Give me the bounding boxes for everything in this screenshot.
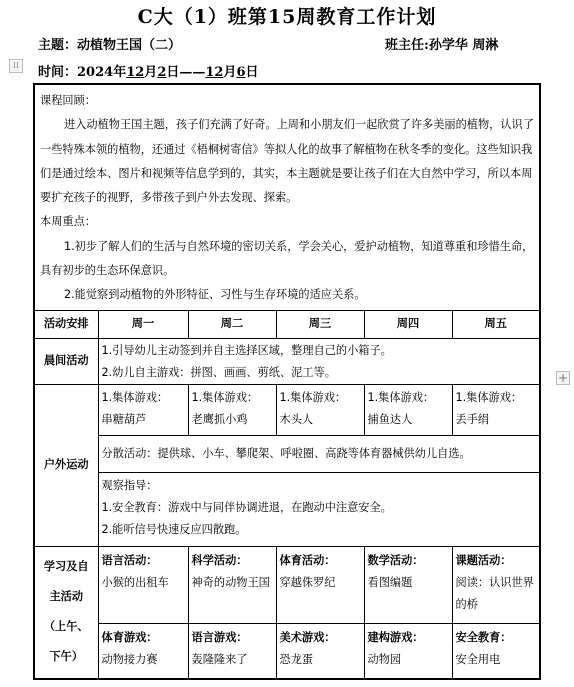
- scattered-row: [34, 435, 540, 472]
- time-label: 时间：: [38, 65, 78, 80]
- study-title: 美术游戏：: [279, 630, 336, 644]
- theme-line: [38, 34, 181, 53]
- focus-item-2: 2.能觉察到动植物的外形特征、习性与生存环境的适应关系。: [64, 288, 366, 302]
- group-game-title: 1.集体游戏：: [279, 390, 347, 404]
- study-title: 安全教育：: [455, 630, 512, 644]
- end-day: 6: [236, 65, 246, 80]
- study-content: 动物园: [367, 652, 402, 666]
- study-title: 课题活动：: [455, 553, 512, 567]
- group-game-name: 木头人: [279, 412, 314, 426]
- start-day: 2: [157, 65, 167, 80]
- study-fri-1: [452, 546, 540, 623]
- group-game-title: 1.集体游戏：: [101, 390, 169, 404]
- header-tuesday: 周二: [188, 310, 276, 338]
- study-label-line-4: 下午）: [49, 650, 84, 664]
- observe-item-2: 2.能听信号快速反应四散跑。: [101, 522, 247, 536]
- study-content: 神奇的动物王国: [191, 575, 270, 589]
- month-char: 月: [144, 65, 158, 80]
- theme-label: 主题：: [38, 38, 78, 53]
- study-thu-2: [364, 623, 452, 679]
- group-game-fri: [452, 384, 540, 435]
- study-mon-1: [98, 546, 188, 623]
- group-game-name: 捕鱼达人: [367, 412, 413, 426]
- group-game-title: 1.集体游戏：: [191, 390, 259, 404]
- teacher-line: [385, 34, 498, 53]
- header-thursday: 周四: [364, 310, 452, 338]
- study-content: 阅读：认识世界的桥: [455, 575, 534, 611]
- focus-item-1: 1.初步了解人们的生活与自然环境的密切关系，学会关心，爱护动植物，知道尊重和珍惜生命，具有初步的生态环保意识。: [40, 239, 534, 278]
- review-heading: 课程回顾：: [40, 94, 96, 107]
- day-char-2: 日: [245, 65, 259, 80]
- month-char-2: 月: [223, 65, 237, 80]
- study-content: 穿越侏罗纪: [279, 575, 336, 589]
- study-wed-1: [276, 546, 364, 623]
- review-cell: [34, 84, 540, 310]
- study-fri-2: [452, 623, 540, 679]
- group-game-title: 1.集体游戏：: [367, 390, 435, 404]
- header-monday: 周一: [98, 310, 188, 338]
- study-content: 轰隆隆来了: [191, 652, 248, 666]
- plan-table: [33, 83, 541, 680]
- teacher-label: 班主任:: [385, 38, 429, 53]
- study-thu-1: [364, 546, 452, 623]
- study-content: 小猴的出租车: [101, 575, 169, 589]
- study-content: 看图编题: [367, 575, 413, 589]
- scattered-cell: 分散活动：提供球、小车、攀爬架、呼啦圈、高跷等体育器械供幼儿自选。: [98, 435, 540, 472]
- study-label-line-3: （上午、: [43, 620, 89, 634]
- teacher-value: 孙学华 周淋: [428, 38, 499, 53]
- study-label-line-2: 主活动: [49, 590, 84, 604]
- study-title: 建构游戏：: [367, 630, 424, 644]
- observe-row: [34, 472, 540, 546]
- group-game-thu: [364, 384, 452, 435]
- add-row-icon[interactable]: +: [557, 371, 569, 385]
- study-row-1: [34, 546, 540, 623]
- observe-title: 观察指导：: [101, 478, 158, 492]
- morning-cell: [98, 338, 540, 384]
- morning-item-1: 1.引导幼儿主动签到并自主选择区域，整理自己的小箱子。: [101, 343, 392, 357]
- start-month: 12: [126, 65, 145, 80]
- review-paragraph: 进入动植物王国主题，孩子们充满了好奇。上周和小朋友们一起欣赏了许多美丽的植物，认识了一些特殊本领的植物，还通过《梧桐树寄信》等拟人化的故事了解植物在秋冬季的变化。这些知识我们是通过绘本、图片和视频等信息学到的，其实，本主题就是要让孩子们在大自然中学习，所以本周要扩充孩子的视野，多带孩子到户外去发现、探索。: [40, 118, 534, 205]
- focus-heading: 本周重点：: [40, 215, 96, 229]
- theme-value: 动植物王国（二）: [77, 38, 182, 53]
- move-handle-icon[interactable]: ⁞⁞: [9, 59, 23, 73]
- group-game-title: 1.集体游戏：: [455, 390, 523, 404]
- study-title: 体育活动：: [279, 553, 336, 567]
- group-game-name: 串糖葫芦: [101, 412, 147, 426]
- study-title: 科学活动：: [191, 553, 248, 567]
- morning-item-2: 2.幼儿自主游戏：拼图、画画、剪纸、泥工等。: [101, 365, 336, 379]
- study-title: 数学活动：: [367, 553, 424, 567]
- observe-cell: [98, 472, 540, 546]
- study-title: 语言活动：: [101, 553, 158, 567]
- header-activity: 活动安排: [34, 310, 98, 338]
- study-label-line-1: 学习及自: [43, 560, 89, 574]
- header-wednesday: 周三: [276, 310, 364, 338]
- group-game-name: 老鹰抓小鸡: [191, 412, 248, 426]
- study-title: 语言游戏：: [191, 630, 248, 644]
- study-row-2: [34, 623, 540, 679]
- day-dash: 日——: [166, 65, 206, 80]
- study-mon-2: [98, 623, 188, 679]
- header-friday: 周五: [452, 310, 540, 338]
- group-game-wed: [276, 384, 364, 435]
- review-row: [34, 84, 540, 310]
- study-content: 恐龙蛋: [279, 652, 314, 666]
- morning-label: 晨间活动: [34, 338, 98, 384]
- study-content: 安全用电: [455, 652, 501, 666]
- observe-item-1: 1.安全教育：游戏中与同伴协调进退，在跑动中注意安全。: [101, 500, 392, 514]
- group-game-name: 丢手绢: [455, 412, 490, 426]
- group-game-mon: [98, 384, 188, 435]
- end-month: 12: [205, 65, 224, 80]
- study-label: [34, 546, 98, 679]
- morning-row: [34, 338, 540, 384]
- study-tue-2: [188, 623, 276, 679]
- header-row: [34, 310, 540, 338]
- study-title: 体育游戏：: [101, 630, 158, 644]
- group-game-tue: [188, 384, 276, 435]
- study-wed-2: [276, 623, 364, 679]
- group-game-row: [34, 384, 540, 435]
- study-content: 动物接力赛: [101, 652, 158, 666]
- year-text: 2024年: [77, 65, 127, 80]
- outdoor-label: 户外运动: [34, 384, 98, 546]
- study-tue-1: [188, 546, 276, 623]
- time-line: [38, 61, 259, 80]
- page-title: C大（1）班第15周教育工作计划: [137, 6, 437, 28]
